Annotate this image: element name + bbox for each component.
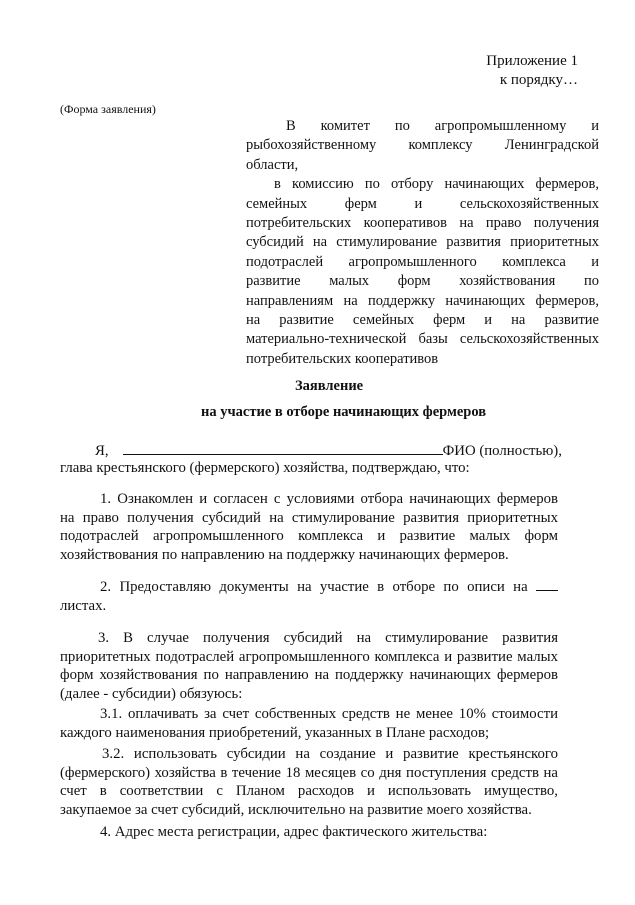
addressee-line: в комиссию по отбору начинающих фермеров, <box>274 176 599 193</box>
item-3-2-line: закупаемое за счет субсидий, исключительно на развитие моего хозяйства. <box>60 801 532 818</box>
addressee-line: на развитие семейных ферм и на развитие <box>246 312 599 329</box>
item-3-2 <box>60 745 558 819</box>
item-4-line: 4. Адрес места регистрации, адрес фактического жительства: <box>100 824 488 840</box>
item-3-1 <box>60 705 558 742</box>
document-subtitle: на участие в отборе начинающих фермеров <box>201 404 487 420</box>
item-3-1-line: 3.1. оплачивать за счет собственных средств не менее 10% стоимости <box>100 706 558 722</box>
appendix-label: Приложение 1 <box>486 53 578 69</box>
item-2-line: листах. <box>60 597 107 614</box>
item-2-line <box>60 578 558 597</box>
pages-count-blank <box>536 578 558 591</box>
addressee-line: области, <box>246 156 299 173</box>
item-2-text: 2. Предоставляю документы на участие в отборе по описи на <box>100 579 528 595</box>
item-3-line: 3. В случае получения субсидий на стимулирование развития <box>98 630 558 646</box>
item-3-line: (далее - субсидии) обязуюсь: <box>60 685 243 702</box>
item-3 <box>60 629 558 703</box>
addressee-line: подотраслей агропромышленного комплекса и <box>246 253 599 270</box>
item-3-1-line: каждого наименования приобретений, указанных в Плане расходов; <box>60 724 490 741</box>
item-1-line: на право получения субсидий на стимулирование развития приоритетных <box>60 509 558 526</box>
item-1 <box>60 490 558 564</box>
item-3-2-line: (фермерского) хозяйства в течение 18 месяцев со дня поступления средств на <box>60 764 558 781</box>
addressee-block <box>246 117 599 369</box>
item-1-line: подотраслей агропромышленного комплекса и развитие малых форм <box>60 528 558 545</box>
item-2 <box>60 578 558 615</box>
addressee-line: семейных ферм и сельскохозяйственных <box>246 195 599 212</box>
addressee-line: развитие малых форм хозяйствования по <box>246 273 599 290</box>
item-3-line: форм хозяйствования по направлению на поддержку начинающих фермеров <box>60 667 558 684</box>
applicant-prefix: Я, <box>95 443 109 459</box>
document-title: Заявление <box>295 378 364 394</box>
applicant-name-line <box>95 440 562 460</box>
item-3-line: приоритетных подотраслей агропромышленного комплекса и развитие малых <box>60 648 558 665</box>
item-1-line: хозяйствования по направлению на поддержку начинающих фермеров. <box>60 546 509 563</box>
addressee-line: направлениям на поддержку начинающих фермеров, <box>246 292 599 309</box>
applicant-name-blank <box>123 440 443 455</box>
item-1-line: 1. Ознакомлен и согласен с условиями отбора начинающих фермеров <box>100 491 558 507</box>
applicant-role <box>60 459 558 478</box>
addressee-line: субсидий на стимулирование развития приоритетных <box>246 234 599 251</box>
item-3-2-line: 3.2. использовать субсидии на создание и развитие крестьянского <box>102 746 558 762</box>
applicant-name-hint: ФИО (полностью), <box>442 443 562 459</box>
addressee-line: потребительских кооперативов на право получения <box>246 215 599 232</box>
appendix-reference: к порядку… <box>499 72 578 88</box>
item-3-2-line: счет в соответствии с Планом расходов и использовать имущество, <box>60 783 558 800</box>
item-4 <box>60 823 558 842</box>
applicant-role-text: глава крестьянского (фермерского) хозяйства, подтверждаю, что: <box>60 460 470 476</box>
addressee-line: материально-технической базы сельскохозяйственных <box>246 331 599 348</box>
addressee-line: рыбохозяйственному комплексу Ленинградской <box>246 137 599 154</box>
addressee-line: В комитет по агропромышленному и <box>286 118 599 134</box>
addressee-line: потребительских кооперативов <box>246 350 439 367</box>
form-label: (Форма заявления) <box>60 102 156 116</box>
